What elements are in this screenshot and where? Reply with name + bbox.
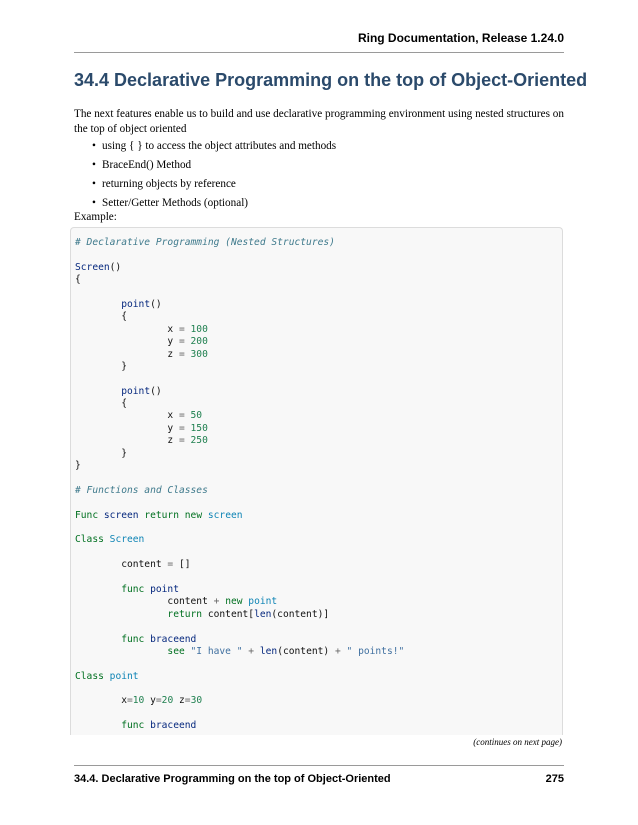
code-line: [75, 547, 404, 559]
code-block[interactable]: [70, 227, 563, 735]
code-line: [75, 621, 404, 633]
code-line: [75, 522, 404, 534]
list-item: • returning objects by reference: [92, 175, 336, 194]
code-line: func braceend: [121, 720, 197, 732]
code-line: {: [75, 398, 127, 410]
code-line: [75, 497, 404, 509]
code-line: [75, 708, 404, 720]
bullet-icon: •: [92, 140, 96, 152]
code-line: [75, 683, 404, 695]
code-line: }: [75, 460, 81, 472]
code-line: Screen(): [75, 261, 122, 273]
page-number: 275: [545, 773, 564, 785]
code-line: [75, 287, 404, 299]
code-line: [75, 472, 404, 484]
code-line: Class Screen: [75, 534, 145, 546]
header-title: Ring Documentation, Release 1.24.0: [357, 31, 564, 45]
code-line: Class point: [75, 670, 139, 682]
list-item: • using { } to access the object attributes and methods: [92, 137, 336, 156]
code-line: func braceend: [121, 633, 197, 645]
section-title: 34.4 Declarative Programming on the top of Object-Oriented: [74, 70, 588, 90]
bullet-icon: •: [92, 197, 96, 209]
code-line: content = []: [75, 559, 191, 571]
code-line: # Declarative Programming (Nested Structures): [75, 237, 335, 248]
bullet-icon: •: [92, 178, 96, 190]
code-line: z = 250: [75, 435, 208, 447]
footer-section: 34.4. Declarative Programming on the top of Object-Oriented: [74, 773, 391, 785]
code-line: }: [75, 360, 127, 372]
code-listing: [75, 237, 404, 733]
code-line: point(): [121, 298, 162, 310]
code-line: [75, 658, 404, 670]
code-line: [75, 373, 404, 385]
code-line: func point: [121, 583, 179, 595]
list-item: • Setter/Getter Methods (optional): [92, 194, 336, 213]
feature-list: [92, 137, 336, 213]
code-line: x = 100: [75, 323, 208, 335]
code-line: [75, 572, 404, 584]
code-line: x=10 y=20 z=30: [75, 695, 203, 707]
code-line: x = 50: [75, 410, 203, 422]
list-item: • BraceEnd() Method: [92, 156, 336, 175]
code-line: Func screen return new screen: [75, 509, 243, 521]
code-line: point(): [121, 385, 162, 397]
code-line: }: [75, 447, 127, 459]
code-line: # Functions and Classes: [75, 484, 208, 496]
code-line: y = 200: [75, 336, 208, 348]
code-line: [75, 249, 404, 261]
bullet-icon: •: [92, 159, 96, 171]
code-line: {: [75, 274, 81, 286]
page-header: [74, 31, 564, 53]
intro-paragraph: The next features enable us to build and use declarative programming environment using nested structures on the top of object oriented: [74, 108, 564, 135]
example-label: Example:: [74, 211, 117, 223]
code-line: return content[len(content)]: [167, 608, 330, 620]
code-line: z = 300: [75, 348, 208, 360]
code-line: {: [75, 311, 127, 323]
code-line: content + new point: [75, 596, 278, 608]
code-line: y = 150: [75, 422, 208, 434]
continues-note: (continues on next page): [473, 737, 562, 747]
code-line: see "I have " + len(content) + " points!": [167, 645, 405, 657]
page-footer: [74, 765, 564, 785]
